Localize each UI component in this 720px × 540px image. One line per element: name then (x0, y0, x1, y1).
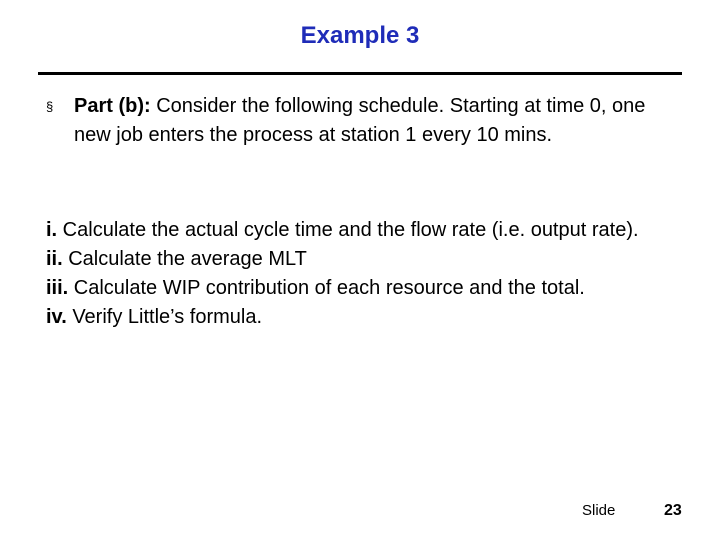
question-item-iii (46, 274, 666, 303)
slide-title: Example 3 (300, 22, 420, 49)
question-item-ii (46, 245, 666, 274)
bullet-body: Consider the following schedule. Starting at time 0, one new job enters the process at station 1 every 10 mins. (74, 95, 646, 146)
question-list (46, 216, 666, 332)
item-text: Verify Little’s formula. (66, 306, 263, 328)
item-text: Calculate the average MLT (62, 248, 307, 270)
question-item-iv (46, 303, 666, 332)
item-label: i. (46, 219, 58, 241)
item-label: ii. (46, 248, 63, 270)
item-text: Calculate the actual cycle time and the flow rate (i.e. output rate). (57, 219, 639, 241)
bullet-label: Part (b): (74, 95, 151, 117)
bullet-marker: § (46, 99, 54, 114)
item-text: Calculate WIP contribution of each resource and the total. (68, 277, 585, 299)
title-divider (38, 72, 682, 75)
slide-number: 23 (664, 502, 682, 519)
bullet-text (74, 92, 666, 150)
bullet-part-b (46, 92, 666, 150)
item-label: iii. (46, 277, 69, 299)
question-item-i (46, 216, 666, 245)
item-label: iv. (46, 306, 67, 328)
slide-footer-label: Slide (582, 502, 616, 519)
